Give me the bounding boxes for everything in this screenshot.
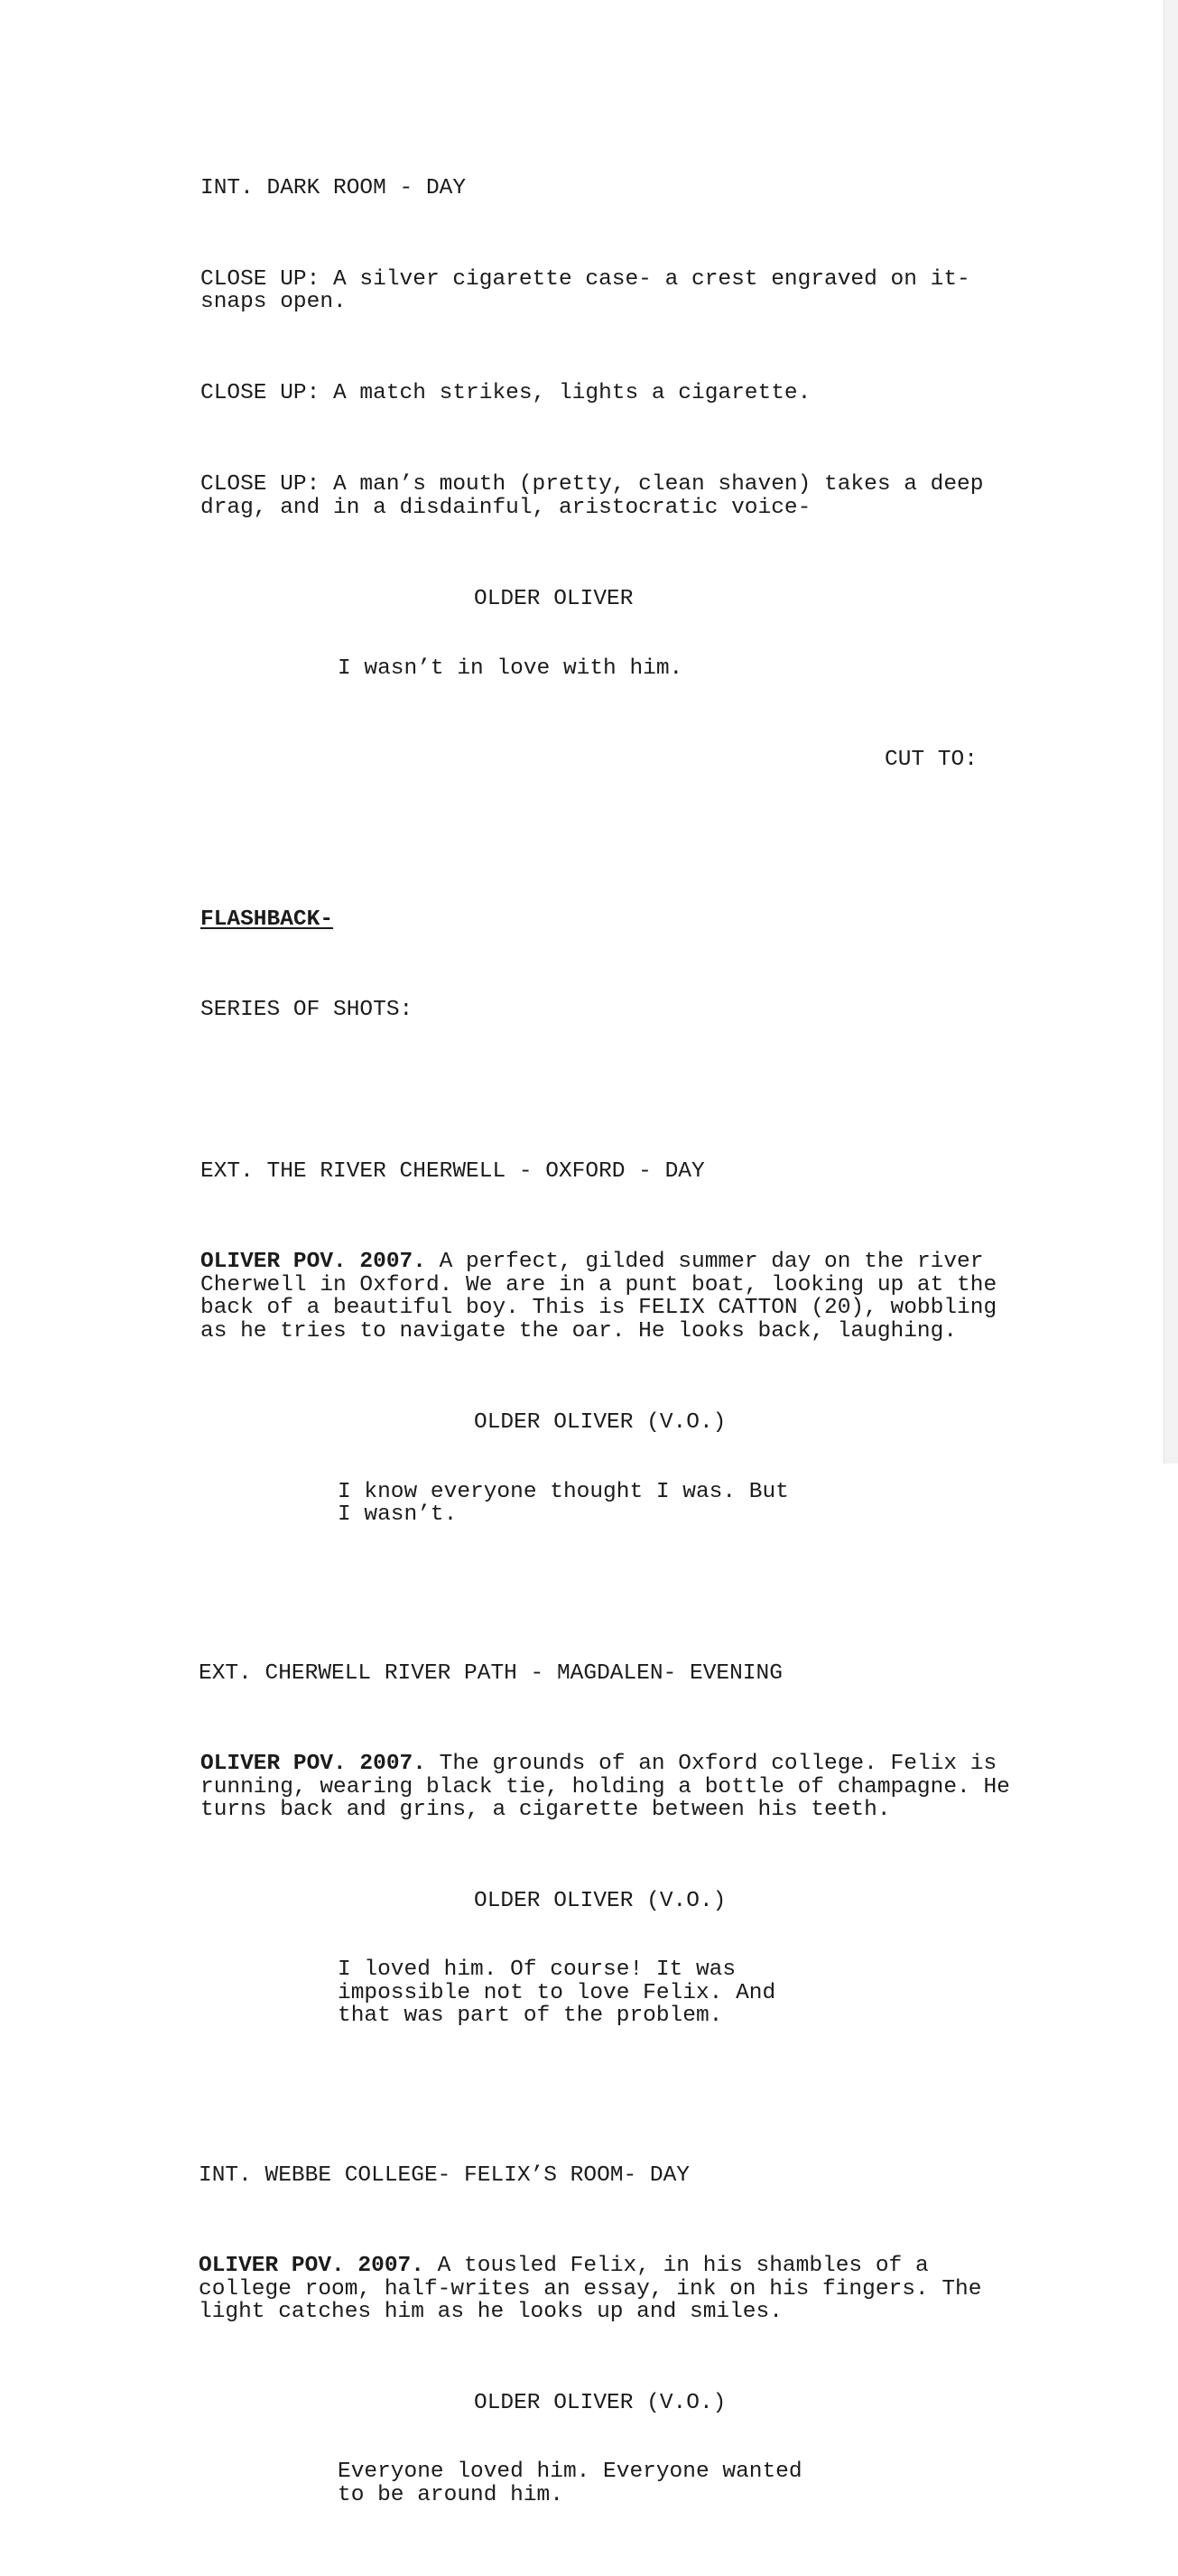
dialogue: Everyone loved him. Everyone wanted to be around him. <box>338 2460 816 2507</box>
dialogue: I loved him. Of course! It was impossible not to love Felix. And that was part of the problem. <box>338 1958 789 2028</box>
scene-heading: INT. DARK ROOM - DAY <box>200 176 467 200</box>
scene-heading: EXT. THE RIVER CHERWELL - OXFORD - DAY <box>200 1158 705 1184</box>
action-line: CLOSE UP: A man’s mouth (pretty, clean shaven) takes a deep drag, and in a disdainful, aristocratic voice- <box>200 472 997 520</box>
action-paragraph <box>200 1251 1013 1343</box>
action-text: A perfect, gilded summer day on the river Cherwell in Oxford. We are in a punt boat, looking up at the back of a beautiful boy. This is FELIX CATTON (20), wobbling as he tries to navigate the oar. He looks back, laughing. <box>200 1250 1010 1344</box>
scene-heading: EXT. CHERWELL RIVER PATH - MAGDALEN- EVENING <box>199 1660 783 1686</box>
action-lead: OLIVER POV. 2007. <box>200 1752 426 1776</box>
action-lead: OLIVER POV. 2007. <box>200 1250 426 1274</box>
screenplay-text <box>200 85 1031 2576</box>
series-of-shots-label: SERIES OF SHOTS: <box>200 998 413 1022</box>
action-text: The grounds of an Oxford college. Felix is running, wearing black tie, holding a bottle of champagne. He turns back and grins, a cigarette between his teeth. <box>200 1752 1024 1822</box>
transition: CUT TO: <box>885 748 978 772</box>
character-name: OLDER OLIVER (V.O.) <box>474 1410 727 1435</box>
dialogue: I wasn’t in love with him. <box>338 656 683 681</box>
action-lead: OLIVER POV. 2007. <box>199 2254 424 2278</box>
character-name: OLDER OLIVER (V.O.) <box>474 2390 727 2415</box>
character-name: OLDER OLIVER <box>474 587 634 611</box>
action-paragraph <box>200 1753 1031 1822</box>
character-name: OLDER OLIVER (V.O.) <box>474 1888 727 1913</box>
flashback-label: FLASHBACK- <box>200 907 334 932</box>
action-line: CLOSE UP: A silver cigarette case- a crest engraved on it- snaps open. <box>200 266 984 314</box>
action-line: CLOSE UP: A match strikes, lights a cigarette. <box>200 380 812 405</box>
page-edge <box>1164 0 1178 1464</box>
action-text: A tousled Felix, in his shambles of a college room, half-writes an essay, ink on his fingers. The light catches him as he looks up and smiles. <box>199 2254 996 2324</box>
scene-heading: INT. WEBBE COLLEGE- FELIX’S ROOM- DAY <box>199 2162 690 2188</box>
dialogue: I know everyone thought I was. But I wasn’t. <box>338 1479 802 1527</box>
action-paragraph <box>199 2255 1002 2324</box>
